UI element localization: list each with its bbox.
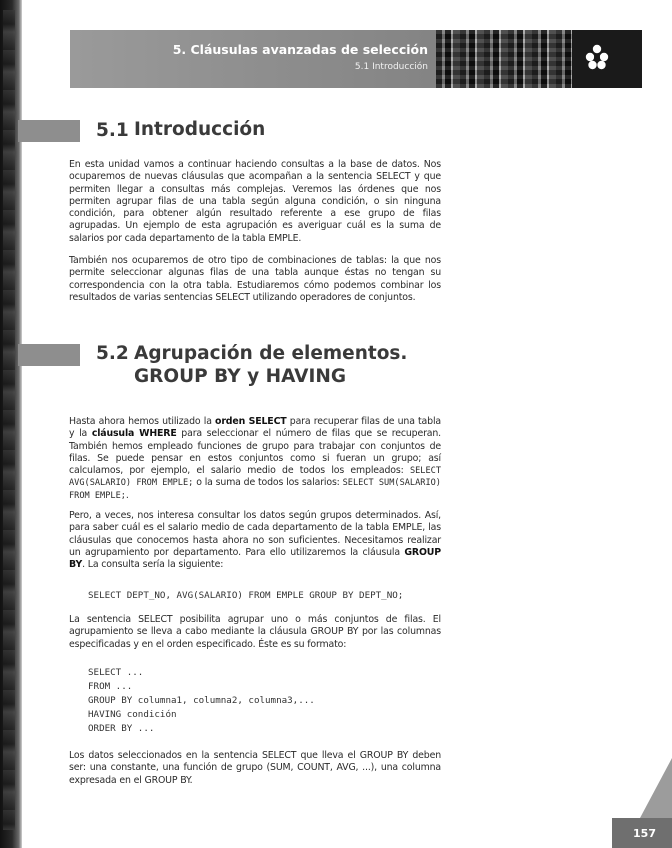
groupby-paragraph-2: Pero, a veces, nos interesa consultar los datos según grupos determinados. Así, para saber cuál es el salario medio de cada departamento de la tabla EMPLE, las cláusulas que conocemos hasta ahora no son suficientes. Necesitamos realizar un agrupamiento por departamento. Para ello utilizaremos la cláusula GROUP BY. La consulta sería la siguiente: xyxy=(69,510,441,571)
section-5-1-number: 5.1 xyxy=(96,120,129,141)
section-5-1-title: Introducción xyxy=(134,119,266,140)
header-logo-icon xyxy=(582,42,612,72)
section-5-2-title-line2: GROUP BY y HAVING xyxy=(134,366,347,387)
code-format-line-3: GROUP BY columna1, columna2, columna3,... xyxy=(88,695,315,706)
groupby-paragraph-3: La sentencia SELECT posibilita agrupar uno o más conjuntos de filas. El agrupamiento se lleva a cabo mediante la cláusula GROUP BY por las columnas especificadas y en el orden especificado. Éste es su formato: xyxy=(69,614,441,650)
header-decorative-photo xyxy=(436,30,572,88)
chapter-title: 5. Cláusulas avanzadas de selección xyxy=(172,42,428,57)
intro-paragraph-1: En esta unidad vamos a continuar haciendo consultas a la base de datos. Nos ocuparemos de nuevas cláusulas que acompañan a la sentencia SELECT y que permiten llegar a consultas más complejas. Veremos las órdenes que nos permiten agrupar filas de una tabla según alguna condición, o sin ninguna condición, para obtener algún resultado referente a ese grupo de filas agrupadas. Un ejemplo de esta agrupación es averiguar cuál es la suma de salarios por cada departamento de la tabla EMPLE. xyxy=(69,159,441,244)
section-subtitle: 5.1 Introducción xyxy=(354,62,428,72)
groupby-paragraph-4: Los datos seleccionados en la sentencia SELECT que lleva el GROUP BY deben ser: una constante, una función de grupo (SUM, COUNT, AVG, ...), una columna expresada en el GROUP BY. xyxy=(69,750,441,786)
section-5-2-number: 5.2 xyxy=(96,343,129,364)
code-format-line-4: HAVING condición xyxy=(88,709,177,720)
section-5-2-bar xyxy=(18,344,80,366)
section-5-2-title-line1: Agrupación de elementos. xyxy=(134,343,408,364)
code-format-line-5: ORDER BY ... xyxy=(88,723,155,734)
code-format-line-1: SELECT ... xyxy=(88,667,144,678)
code-example-groupby: SELECT DEPT_NO, AVG(SALARIO) FROM EMPLE GROUP BY DEPT_NO; xyxy=(88,590,404,601)
code-format-line-2: FROM ... xyxy=(88,681,133,692)
section-5-1-bar xyxy=(18,120,80,142)
page-number: 157 xyxy=(633,827,656,840)
groupby-paragraph-1: Hasta ahora hemos utilizado la orden SELECT para recuperar filas de una tabla y la cláusula WHERE para seleccionar el número de filas que se recuperan. También hemos empleado funciones de grupo para trabajar con conjuntos de filas. Se puede pensar en estos conjuntos como si fueran un grupo; así calculamos, por ejemplo, el salario medio de todos los empleados: SELECT AVG(SALARIO) FROM EMPLE; o la suma de todos los salarios: SELECT SUM(SALARIO) FROM EMPLE;. xyxy=(69,416,441,501)
intro-paragraph-2: También nos ocuparemos de otro tipo de combinaciones de tablas: la que nos permite seleccionar algunas filas de una tabla aunque éstas no tengan su correspondencia con la otra tabla. Estudiaremos cómo podemos combinar los resultados de varias sentencias SELECT utilizando operadores de conjuntos. xyxy=(69,255,441,303)
